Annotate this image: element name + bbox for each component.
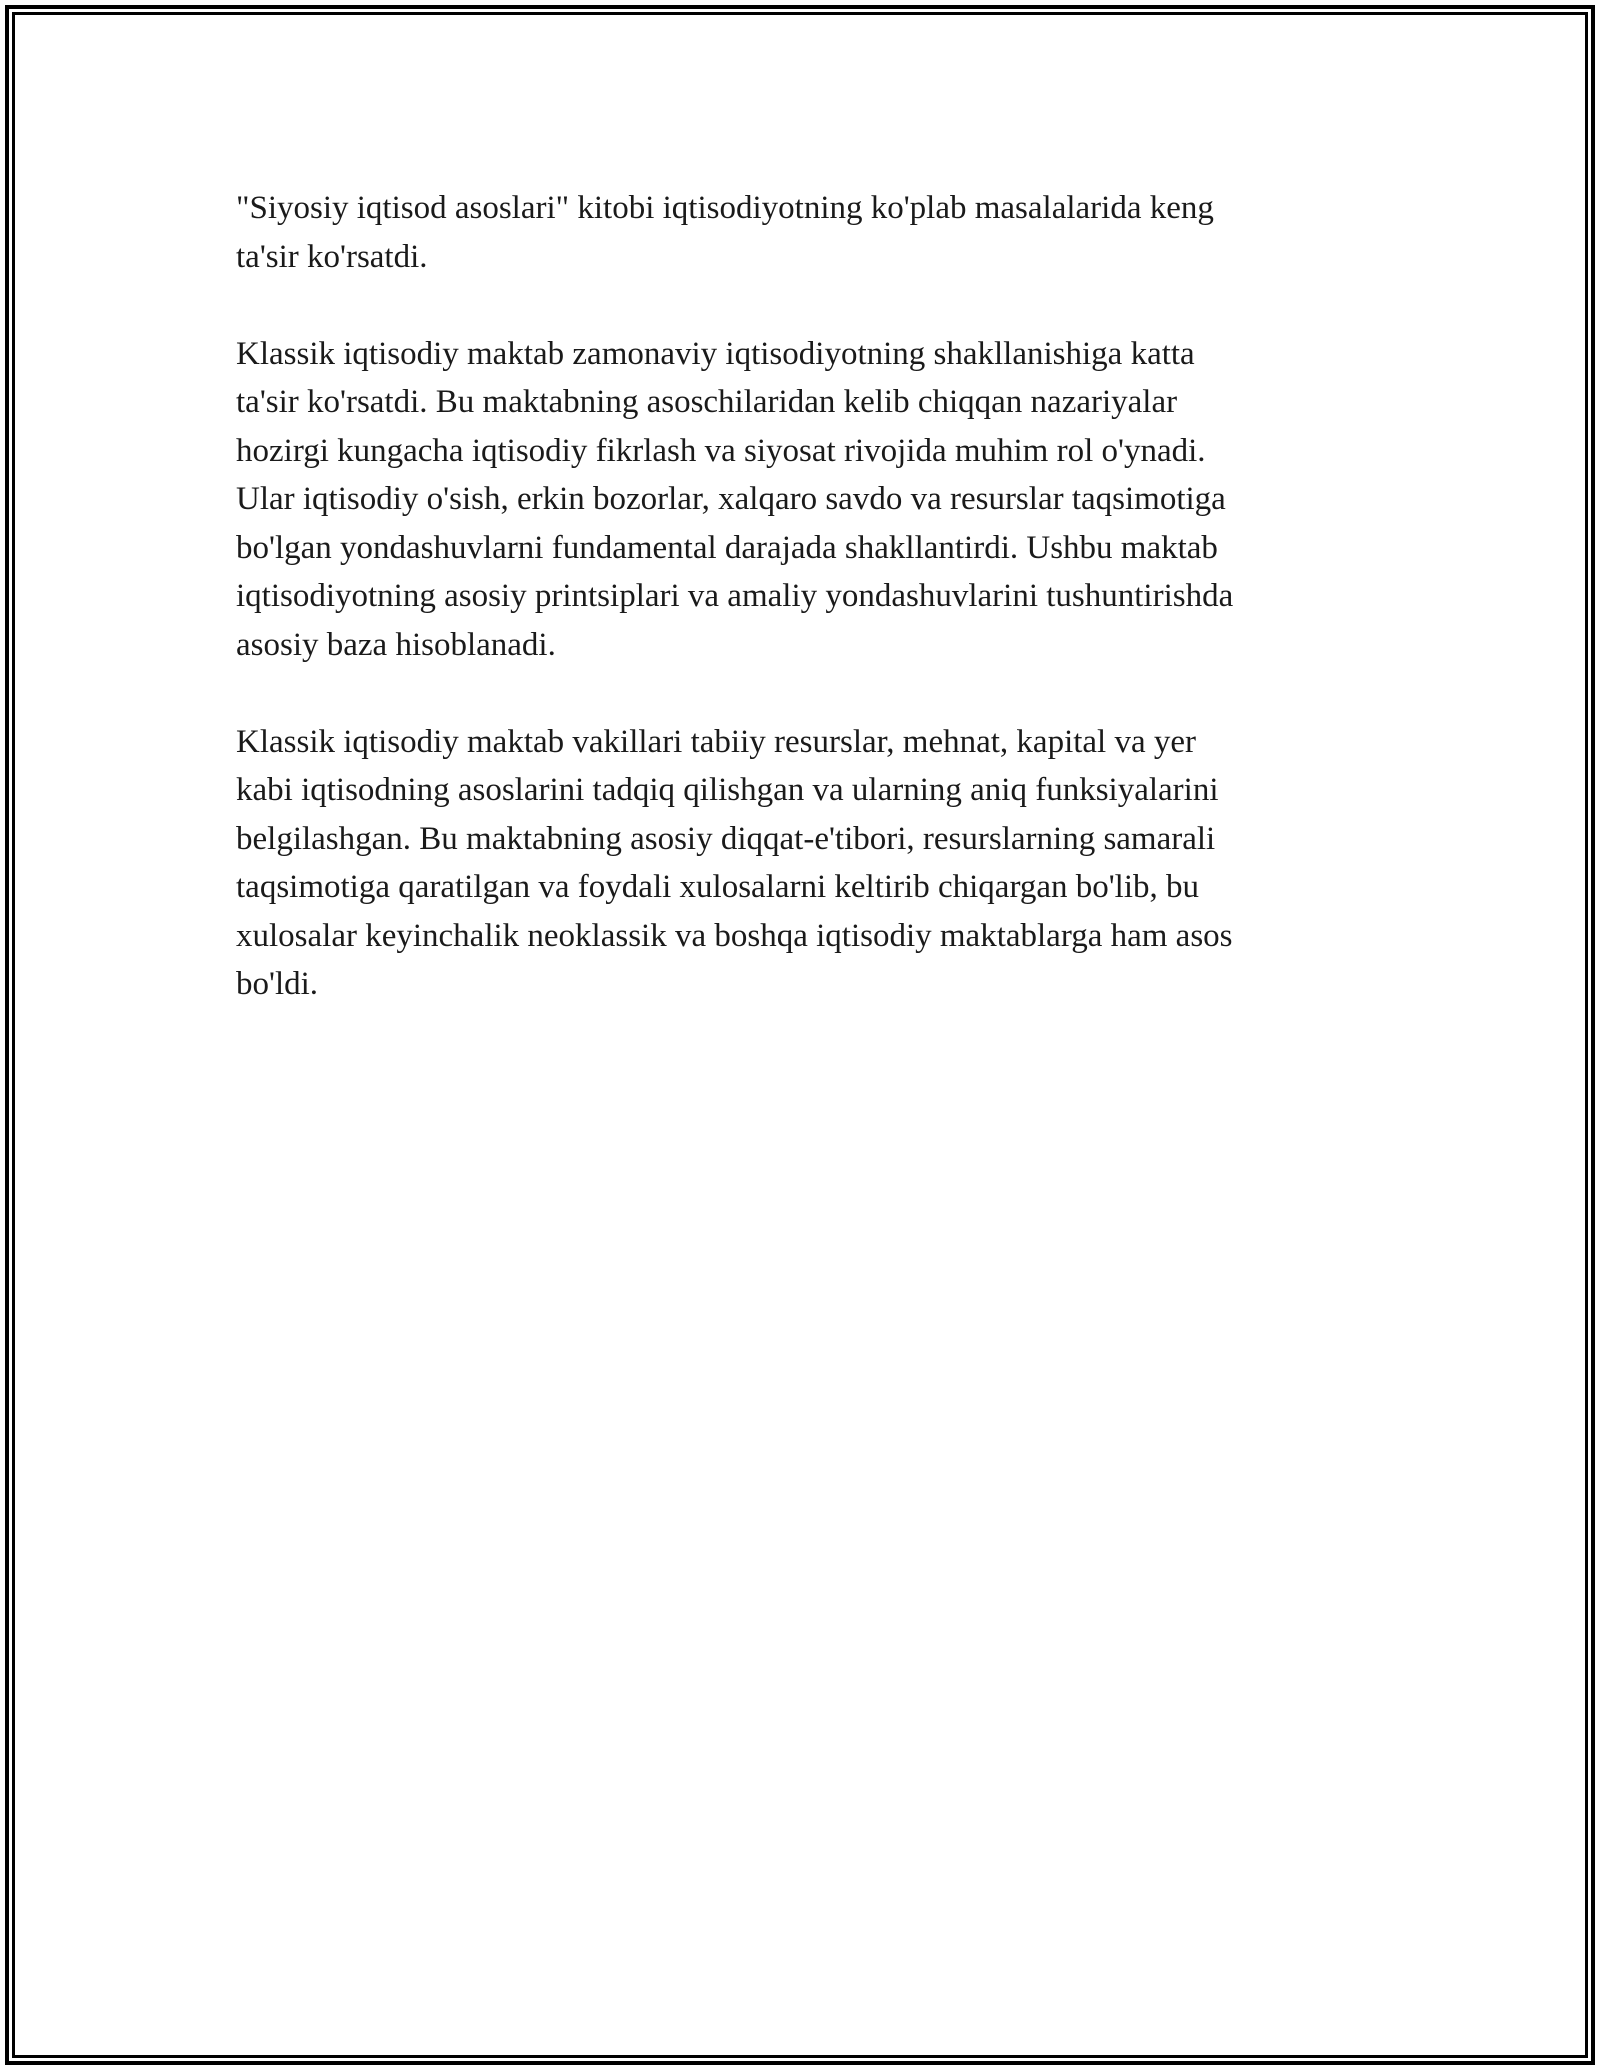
text-line: bo'lgan yondashuvlarni fundamental darajada shakllantirdi. Ushbu maktab bbox=[236, 529, 1218, 566]
text-line: kabi iqtisodning asoslarini tadqiq qilishgan va ularning aniq funksiyalarini bbox=[236, 772, 1219, 808]
text-line: asosiy baza hisoblanadi. bbox=[236, 626, 556, 663]
text-line: "Siyosiy iqtisod asoslari" kitobi iqtisodiyotning ko'plab masalalarida keng bbox=[236, 190, 1214, 226]
text-line: ta'sir ko'rsatdi. Bu maktabning asoschilaridan kelib chiqqan nazariyalar bbox=[236, 384, 1178, 420]
paragraph-1 bbox=[236, 184, 1361, 281]
text-line: xulosalar keyinchalik neoklassik va boshqa iqtisodiy maktablarga ham asos bbox=[236, 917, 1233, 954]
text-line: Klassik iqtisodiy maktab zamonaviy iqtisodiyotning shakllanishiga katta bbox=[236, 335, 1195, 372]
text-line: belgilashgan. Bu maktabning asosiy diqqat-e'tibori, resurslarning samarali bbox=[236, 820, 1216, 857]
text-line: bo'ldi. bbox=[236, 966, 319, 1002]
text-line: ta'sir ko'rsatdi. bbox=[236, 238, 428, 275]
text-line: hozirgi kungacha iqtisodiy fikrlash va siyosat rivojida muhim rol o'ynadi. bbox=[236, 432, 1206, 469]
text-line: taqsimotiga qaratilgan va foydali xulosalarni keltirib chiqargan bo'lib, bu bbox=[236, 869, 1200, 905]
paragraph-2 bbox=[236, 330, 1361, 670]
text-line: iqtisodiyotning asosiy printsiplari va amaliy yondashuvlarini tushuntirishda bbox=[236, 578, 1234, 614]
paragraph-3 bbox=[236, 718, 1361, 1009]
text-line: Ular iqtisodiy o'sish, erkin bozorlar, xalqaro savdo va resurslar taqsimotiga bbox=[236, 481, 1226, 517]
text-line: Klassik iqtisodiy maktab vakillari tabiiy resurslar, mehnat, kapital va yer bbox=[236, 723, 1197, 760]
document-body bbox=[236, 184, 1361, 1057]
